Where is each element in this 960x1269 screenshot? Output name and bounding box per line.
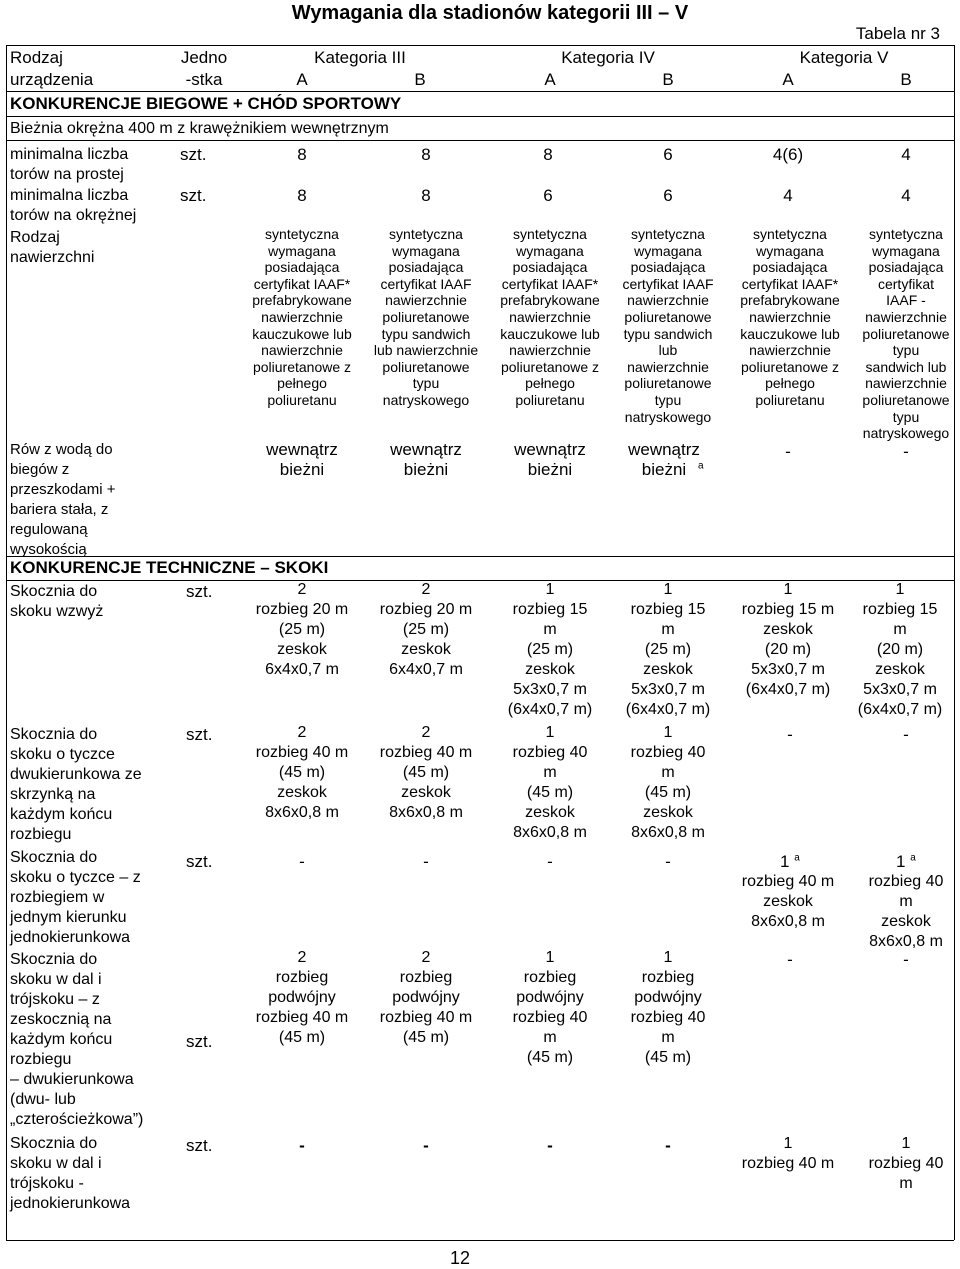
page-title: Wymagania dla stadionów kategorii III – V — [291, 2, 689, 24]
value-woda-3a: wewnątrz bieżni — [266, 440, 338, 479]
value-dal2-4a: 1 rozbieg podwójny rozbieg 40 m (45 m) — [512, 949, 588, 1066]
header-col-4a: A — [544, 70, 556, 89]
value-okrezna-4b: 6 — [663, 186, 673, 205]
value-tyczka1-3b: - — [423, 852, 429, 871]
superscript-a: a — [910, 852, 916, 864]
value-tyczka1-4a: - — [547, 852, 553, 871]
section-biegowe: KONKURENCJE BIEGOWE + CHÓD SPORTOWY — [10, 94, 402, 113]
value-wzwyz-3a: 2 rozbieg 20 m (25 m) zeskok 6x4x0,7 m — [255, 581, 349, 678]
value-tyczka1-4b: - — [665, 852, 671, 871]
value-dal2-3b: 2 rozbieg podwójny rozbieg 40 m (45 m) — [379, 949, 473, 1046]
value-okrezna-3b: 8 — [421, 186, 431, 205]
row-label-dal-1: Skocznia do skoku w dal i trójskoku - jednokierunkowa — [10, 1135, 131, 1212]
section-biezna: Bieżnia okrężna 400 m z krawężnikiem wewnętrznym — [10, 120, 389, 137]
section-techniczne: KONKURENCJE TECHNICZNE – SKOKI — [10, 558, 329, 577]
value-prosta-4a: 8 — [543, 145, 553, 164]
header-kategoria-3: Kategoria III — [314, 48, 406, 67]
row-label-tyczka-1: Skocznia do skoku o tyczce – z rozbiegiem w jednym kierunku jednokierunkowa — [10, 849, 141, 946]
header-col-3a: A — [296, 70, 308, 89]
surface-4b: syntetyczna wymagana posiadająca certyfikat IAAF nawierzchnie poliuretanowe typu sandwich lub nawierzchnie poliuretanowe typu natryskowego — [622, 226, 714, 425]
value-prosta-4b: 6 — [663, 145, 673, 164]
value-dal1-4b: - — [665, 1136, 671, 1155]
value-tyczka2-5a: - — [787, 725, 793, 744]
value-tyczka2-4b: 1 rozbieg 40 m (45 m) zeskok 8x6x0,8 m — [630, 724, 706, 841]
value-okrezna-5a: 4 — [783, 186, 793, 205]
header-kategoria-4: Kategoria IV — [561, 48, 655, 67]
header-stka: -stka — [185, 70, 223, 89]
row-label-row-woda: Rów z wodą do biegów z przeszkodami + bariera stała, z regulowaną wysokością — [10, 441, 116, 558]
value-okrezna-4a: 6 — [543, 186, 553, 205]
table-left-border — [6, 45, 7, 1240]
superscript-a: a — [794, 852, 800, 864]
value-dal2-5b: - — [903, 950, 909, 969]
header-rodzaj: Rodzaj — [10, 48, 63, 67]
row-divider — [6, 116, 954, 117]
unit-okrezna: szt. — [180, 186, 207, 205]
unit-tyczka-2: szt. — [186, 725, 213, 744]
value-tyczka1-5b: 1 $^a$ — [896, 852, 916, 871]
value-tyczka1-5a: 1 $^a$ — [780, 852, 800, 871]
value-woda-5a: - — [785, 442, 791, 461]
row-label-wzwyz: Skocznia do skoku wzwyż — [10, 583, 104, 620]
value-okrezna-5b: 4 — [901, 186, 911, 205]
header-bottom-border — [6, 91, 954, 92]
value-tyczka1-3a: - — [299, 852, 305, 871]
header-jedno: Jedno — [180, 48, 228, 67]
value-dal1-5b: 1 rozbieg 40 m — [868, 1135, 944, 1192]
unit-dal-1: szt. — [186, 1136, 213, 1155]
table-top-border — [6, 45, 954, 46]
value-okrezna-3a: 8 — [297, 186, 307, 205]
detail-tyczka1-5a: rozbieg 40 m zeskok 8x6x0,8 m — [741, 873, 835, 930]
surface-3b: syntetyczna wymagana posiadająca certyfikat IAAF nawierzchnie poliuretanowe typu sandwich lub nawierzchnie poliuretanowe typu natryskowego — [373, 226, 479, 408]
table-bottom-border — [6, 1240, 954, 1241]
row-label-tyczka-2: Skocznia do skoku o tyczce dwukierunkowa ze skrzynką na każdym końcu rozbiegu — [10, 726, 142, 843]
value-dal1-3b: - — [423, 1136, 429, 1155]
value-wzwyz-5b: 1 rozbieg 15 m (20 m) zeskok 5x3x0,7 m (6x4x0,7 m) — [857, 581, 943, 718]
value-tyczka2-4a: 1 rozbieg 40 m (45 m) zeskok 8x6x0,8 m — [512, 724, 588, 841]
value-woda-3b: wewnątrz bieżni — [390, 440, 462, 479]
value-tyczka2-3b: 2 rozbieg 40 m (45 m) zeskok 8x6x0,8 m — [379, 724, 473, 821]
value-prosta-3b: 8 — [421, 145, 431, 164]
header-col-5b: B — [900, 70, 912, 89]
value-wzwyz-5a: 1 rozbieg 15 m zeskok (20 m) 5x3x0,7 m (6x4x0,7 m) — [741, 581, 835, 698]
unit-prosta: szt. — [180, 145, 207, 164]
detail-tyczka1-5b: rozbieg 40 m zeskok 8x6x0,8 m — [868, 873, 944, 950]
unit-tyczka-1: szt. — [186, 852, 213, 871]
value-tyczka2-5b: - — [903, 725, 909, 744]
header-col-3b: B — [414, 70, 426, 89]
row-divider — [6, 556, 954, 557]
header-col-5a: A — [782, 70, 794, 89]
superscript-a: a — [698, 460, 704, 472]
value-dal2-5a: - — [787, 950, 793, 969]
value-prosta-5b: 4 — [901, 145, 911, 164]
row-label-nawierzchnia: Rodzaj nawierzchni — [10, 229, 95, 266]
surface-4a: syntetyczna wymagana posiadająca certyfikat IAAF* prefabrykowane nawierzchnie kauczukowe lub nawierzchnie poliuretanowe z pełnego poliuretanu — [500, 226, 600, 408]
value-wzwyz-4b: 1 rozbieg 15 m (25 m) zeskok 5x3x0,7 m (6x4x0,7 m) — [625, 581, 711, 718]
row-divider — [6, 140, 954, 141]
value-woda-5b: - — [903, 442, 909, 461]
value-prosta-3a: 8 — [297, 145, 307, 164]
value-woda-4a: wewnątrz bieżni — [514, 440, 586, 479]
value-tyczka2-3a: 2 rozbieg 40 m (45 m) zeskok 8x6x0,8 m — [255, 724, 349, 821]
value-dal1-4a: - — [547, 1136, 553, 1155]
page-number: 12 — [449, 1248, 471, 1268]
row-label-dal-2: Skocznia do skoku w dal i trójskoku – z zeskocznią na każdym końcu rozbiegu – dwukierunkowa (dwu- lub „czterościeżkowa”) — [10, 951, 144, 1128]
value-dal1-3a: - — [299, 1136, 305, 1155]
header-col-4b: B — [662, 70, 674, 89]
value-wzwyz-4a: 1 rozbieg 15 m (25 m) zeskok 5x3x0,7 m (6x4x0,7 m) — [507, 581, 593, 718]
table-number: Tabela nr 3 — [855, 24, 940, 43]
value-wzwyz-3b: 2 rozbieg 20 m (25 m) zeskok 6x4x0,7 m — [379, 581, 473, 678]
surface-5b: syntetyczna wymagana posiadająca certyfikat IAAF - nawierzchnie poliuretanowe typu sandwich lub nawierzchnie poliuretanowe typu natryskowego — [862, 226, 950, 442]
row-label-prosta: minimalna liczba torów na prostej — [10, 146, 129, 183]
surface-5a: syntetyczna wymagana posiadająca certyfikat IAAF* prefabrykowane nawierzchnie kauczukowe lub nawierzchnie poliuretanowe z pełnego poliuretanu — [740, 226, 840, 408]
value-prosta-5a: 4(6) — [772, 145, 804, 164]
value-dal2-3a: 2 rozbieg podwójny rozbieg 40 m (45 m) — [255, 949, 349, 1046]
header-kategoria-5: Kategoria V — [799, 48, 889, 67]
row-label-okrezna: minimalna liczba torów na okrężnej — [10, 187, 137, 224]
value-dal1-5a: 1 rozbieg 40 m — [741, 1135, 835, 1172]
unit-wzwyz: szt. — [186, 582, 213, 601]
value-dal2-4b: 1 rozbieg podwójny rozbieg 40 m (45 m) — [630, 949, 706, 1066]
value-woda-4b: wewnątrz bieżni — [628, 440, 700, 479]
surface-3a: syntetyczna wymagana posiadająca certyfikat IAAF* prefabrykowane nawierzchnie kauczukowe lub nawierzchnie poliuretanowe z pełnego poliuretanu — [252, 226, 352, 408]
header-urzadzenia: urządzenia — [10, 70, 94, 89]
unit-dal-2: szt. — [186, 1032, 213, 1051]
